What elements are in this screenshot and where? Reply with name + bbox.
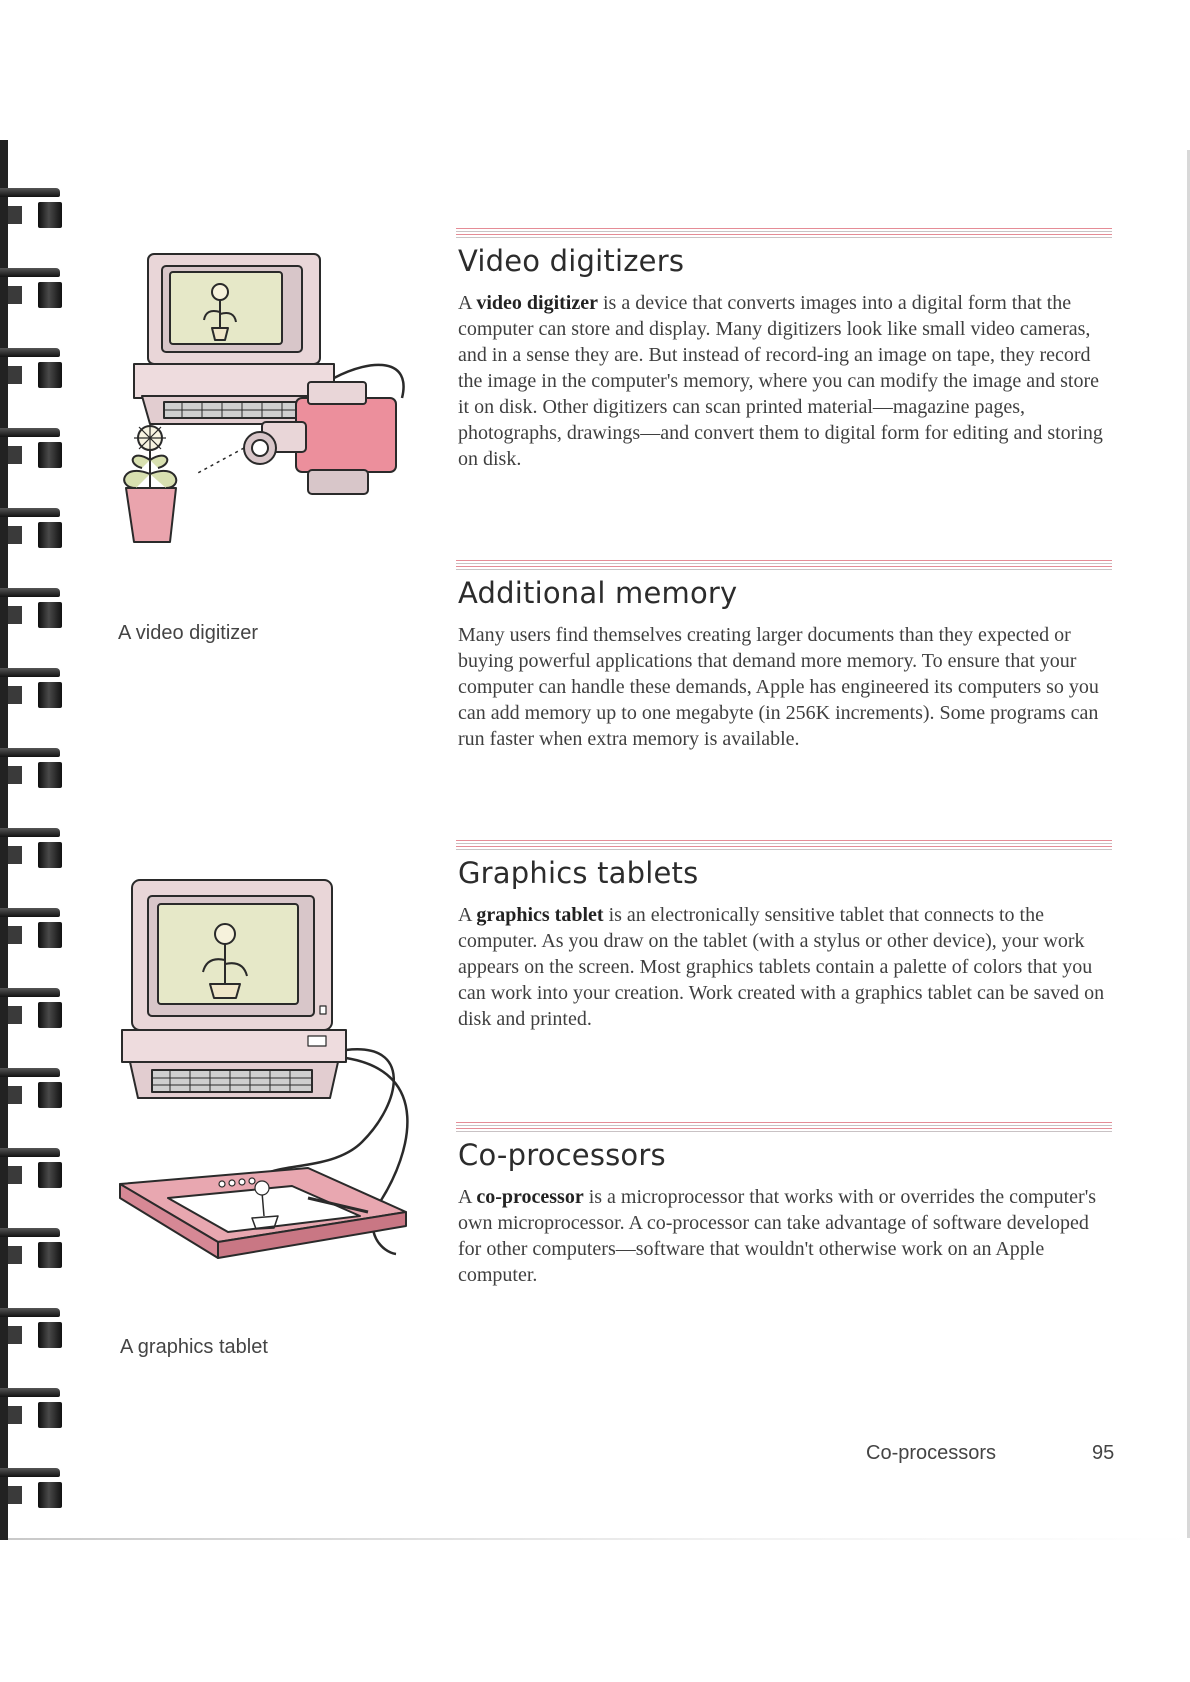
binding-coil [0,1468,64,1514]
section-divider [456,560,1112,570]
binding-coil [0,988,64,1034]
binding-coil [0,348,64,394]
video-digitizer-caption: A video digitizer [118,622,259,644]
section-divider [456,1122,1112,1132]
graphics-tablet-illustration [112,872,432,1312]
section-co-processors [456,1122,1112,1288]
section-graphics-tablets [456,840,1112,1032]
binding-coil [0,908,64,954]
binding-coil [0,668,64,714]
page-number: 95 [1092,1442,1115,1464]
defined-term: graphics tablet [476,904,604,926]
binding-coil [0,428,64,474]
section-heading: Co-processors [458,1138,666,1172]
defined-term: co-processor [476,1186,584,1208]
binding-coil [0,588,64,634]
binding-coil [0,1388,64,1434]
section-heading: Graphics tablets [458,856,699,890]
binding-coil [0,1308,64,1354]
section-body: A video digitizer is a device that converts images into a digital form that the computer can store and display. Many digitizers look like small video cameras, and in a sense they are. But instead of record-ing an image on tape, they record the image in the computer's memory, where you can modify the image and store it on disk. Other digitizers can scan printed material—magazine pages, photographs, drawings—and convert them to digital form for editing and storing on disk. [458,292,1103,470]
section-heading: Video digitizers [458,244,685,278]
page-bottom-edge [0,1538,1190,1540]
graphics-tablet-caption: A graphics tablet [120,1336,268,1358]
running-footer-title: Co-processors [866,1442,997,1464]
binding-coil [0,748,64,794]
binding-coil [0,268,64,314]
section-additional-memory [456,560,1112,752]
section-body: A co-processor is a microprocessor that works with or overrides the computer's own microprocessor. A co-processor can take advantage of software developed for other computers—software that wouldn't otherwise work on an Apple computer. [458,1186,1097,1286]
video-digitizer-illustration [112,248,432,598]
binding-coil [0,188,64,234]
section-heading: Additional memory [458,576,738,610]
binding-coil [0,1068,64,1114]
section-divider [456,840,1112,850]
spiral-binding [0,140,70,1540]
binding-coil [0,1148,64,1194]
binding-coil [0,828,64,874]
section-video-digitizers [456,228,1112,472]
section-body: A graphics tablet is an electronically sensitive tablet that connects to the computer. As you draw on the tablet (with a stylus or other device), your work appears on the screen. Most graphics tablets contain a palette of colors that you can work into your creation. Work created with a graphics tablet can be saved on disk and printed. [458,904,1105,1030]
section-body: Many users find themselves creating larger documents than they expected or buying powerful applications that demand more memory. To ensure that your computer can handle these demands, Apple has engineered its computers so you can add memory up to one megabyte (in 256K increments). Some programs can run faster when extra memory is available. [458,624,1099,750]
binding-coil [0,508,64,554]
section-divider [456,228,1112,238]
binding-coil [0,1228,64,1274]
defined-term: video digitizer [476,292,598,314]
